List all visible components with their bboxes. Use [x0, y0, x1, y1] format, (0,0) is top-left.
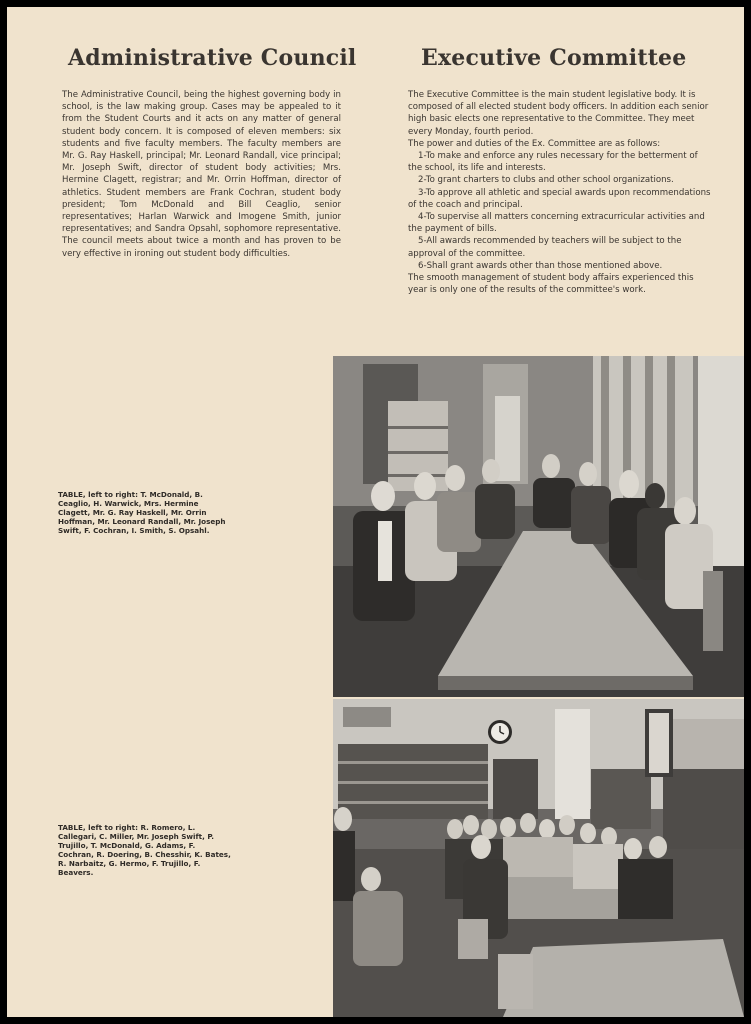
committee-duty-item: 5-All awards recommended by teachers will be subject to the approval of the committee.	[408, 236, 682, 259]
council-photo	[333, 356, 744, 697]
committee-photo-caption: TABLE, left to right: R. Romero, L. Callegari, C. Miller, Mr. Joseph Swift, P. Trujillo, T. McDonald, G. Adams, F. Cochran, R. Doering, B. Chesshir, K. Bates, R. Narbaitz, G. Hermo, F. Trujillo, F. Beavers.	[58, 823, 231, 877]
council-photo-caption: TABLE, left to right: T. McDonald, B. Ceaglio, H. Warwick, Mrs. Hermine Clagett, Mr. G. Ray Haskell, Mr. Orrin Hoffman, Mr. Leonard Randall, Mr. Joseph Swift, F. Cochran, I. Smith, S. Opsahl.	[58, 490, 226, 535]
committee-powers-intro: The power and duties of the Ex. Committee are as follows:	[408, 138, 661, 149]
executive-committee-title: Executive Committee	[421, 45, 687, 71]
committee-photo	[333, 699, 744, 1017]
administrative-council-title: Administrative Council	[68, 45, 357, 71]
committee-duty-item: 6-Shall grant awards other than those mentioned above.	[418, 260, 663, 271]
yearbook-page	[7, 7, 744, 1017]
executive-committee-text	[408, 89, 714, 296]
committee-duty-item: 3-To approve all athletic and special awards upon recommendations of the coach and principal.	[408, 187, 711, 210]
committee-duty-item: 2-To grant charters to clubs and other school organizations.	[418, 175, 674, 186]
committee-closing: The smooth management of student body affairs experienced this year is only one of the results of the committee's work.	[408, 273, 694, 296]
committee-duty-item: 4-To supervise all matters concerning extracurricular activities and the payment of bills.	[408, 212, 705, 235]
administrative-council-text: The Administrative Council, being the highest governing body in school, is the law making group. Cases may be appealed to it from the Student Courts and it acts on any matter of general student body concern. It is composed of eleven members: six students and five faculty members. The faculty members are Mr. G. Ray Haskell, principal; Mr. Leonard Randall, vice principal; Mr. Joseph Swift, director of student body activities; Mrs. Hermine Clagett, registrar; and Mr. Orrin Hoffman, director of athletics. Student members are Frank Cochran, student body president; Tom McDonald and Bill Ceaglio, senior representatives; Harlan Warwick and Imogene Smith, junior representatives; and Sandra Opsahl, sophomore representative. The council meets about twice a month and has proven to be very effective in ironing out student body difficulties.	[62, 90, 341, 259]
committee-duty-item: 1-To make and enforce any rules necessary for the betterment of the school, its life and interests.	[408, 151, 698, 174]
committee-intro: The Executive Committee is the main student legislative body. It is composed of all elected student body officers. In addition each senior high basic elects one representative to the Committee. They meet every Monday, fourth period.	[408, 90, 709, 137]
